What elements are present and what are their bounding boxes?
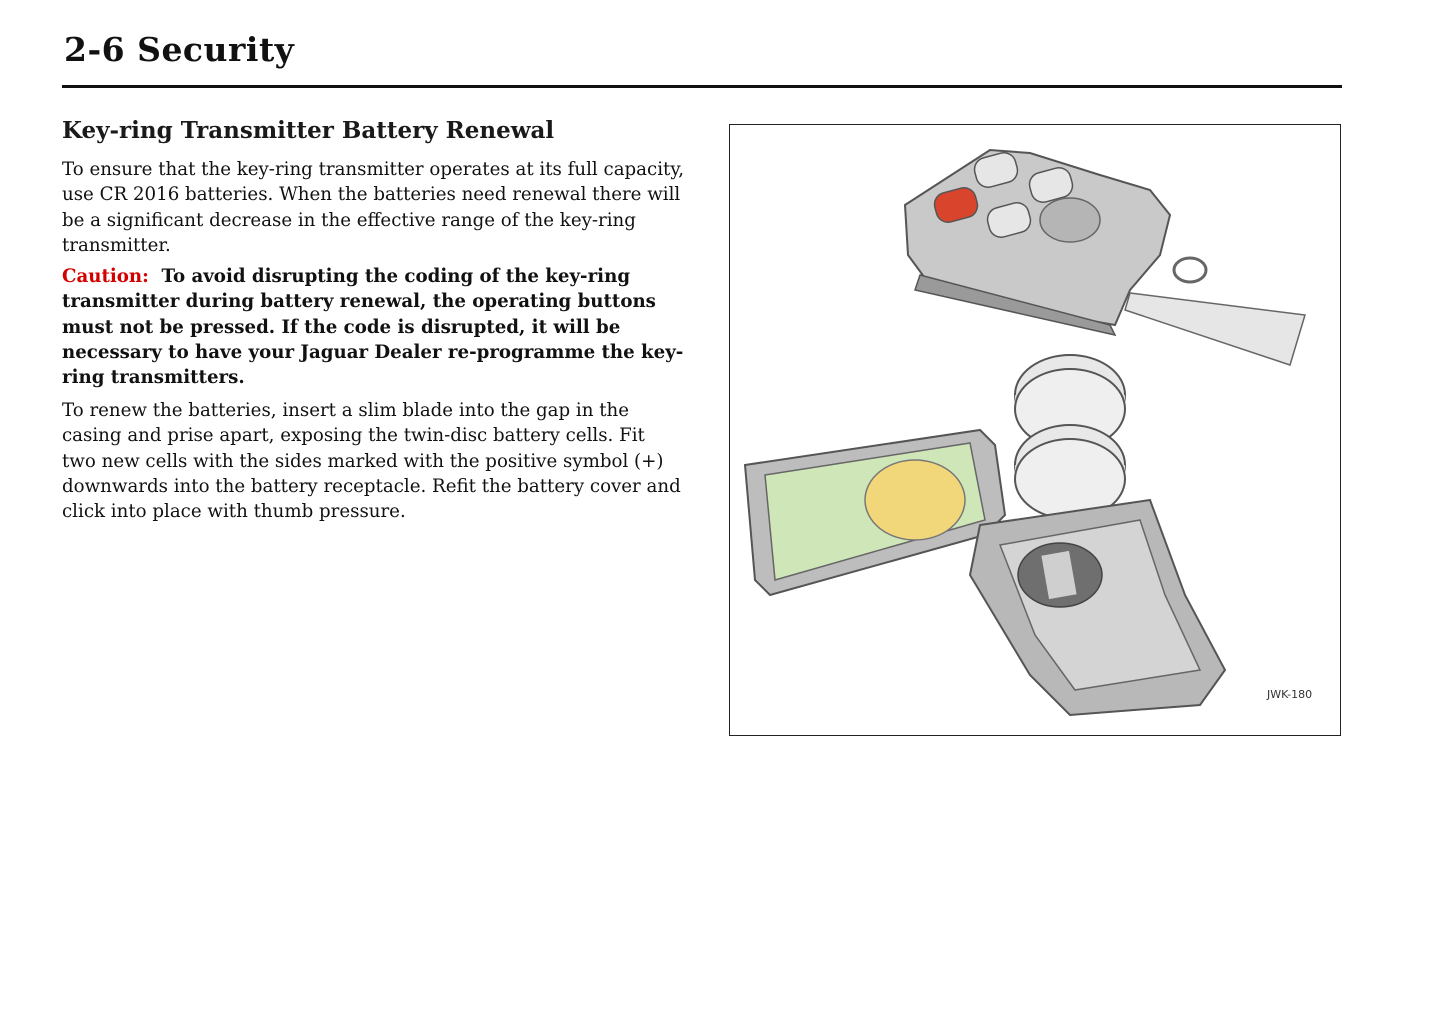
caution-label: Caution:	[62, 266, 149, 287]
instructions-paragraph	[62, 398, 684, 524]
blade-icon	[1125, 293, 1305, 365]
battery-renewal-figure	[729, 124, 1341, 736]
battery-cell-icon	[1015, 355, 1125, 519]
battery-receptacle-icon	[970, 500, 1225, 715]
section-heading: Key-ring Transmitter Battery Renewal	[62, 117, 555, 144]
page-title: 2-6 Security	[64, 30, 295, 69]
illustration	[730, 125, 1340, 735]
caution-text: To avoid disrupting the coding of the key-ring transmitter during battery renewal, the operating buttons must not be pressed. If the code is disrupted, it will be necessary to have your Jaguar Dealer re-programme the key-ring transmitters.	[62, 266, 684, 389]
caution-paragraph	[62, 264, 684, 390]
title-rule	[62, 85, 1342, 88]
battery-cover-icon	[745, 430, 1005, 595]
instructions-text: To renew the batteries, insert a slim blade into the gap in the casing and prise apart, exposing the twin-disc battery cells. Fit two new cells with the sides marked with the positive symbol (+) downwards into the battery receptacle. Refit the battery cover and click into place with thumb pressure.	[62, 400, 681, 523]
intro-paragraph	[62, 157, 684, 258]
figure-code: JWK-180	[1267, 688, 1313, 701]
intro-text: To ensure that the key-ring transmitter operates at its full capacity, use CR 2016 batteries. When the batteries need renewal there will be a significant decrease in the effective range of the key-ring transmitter.	[62, 159, 684, 256]
